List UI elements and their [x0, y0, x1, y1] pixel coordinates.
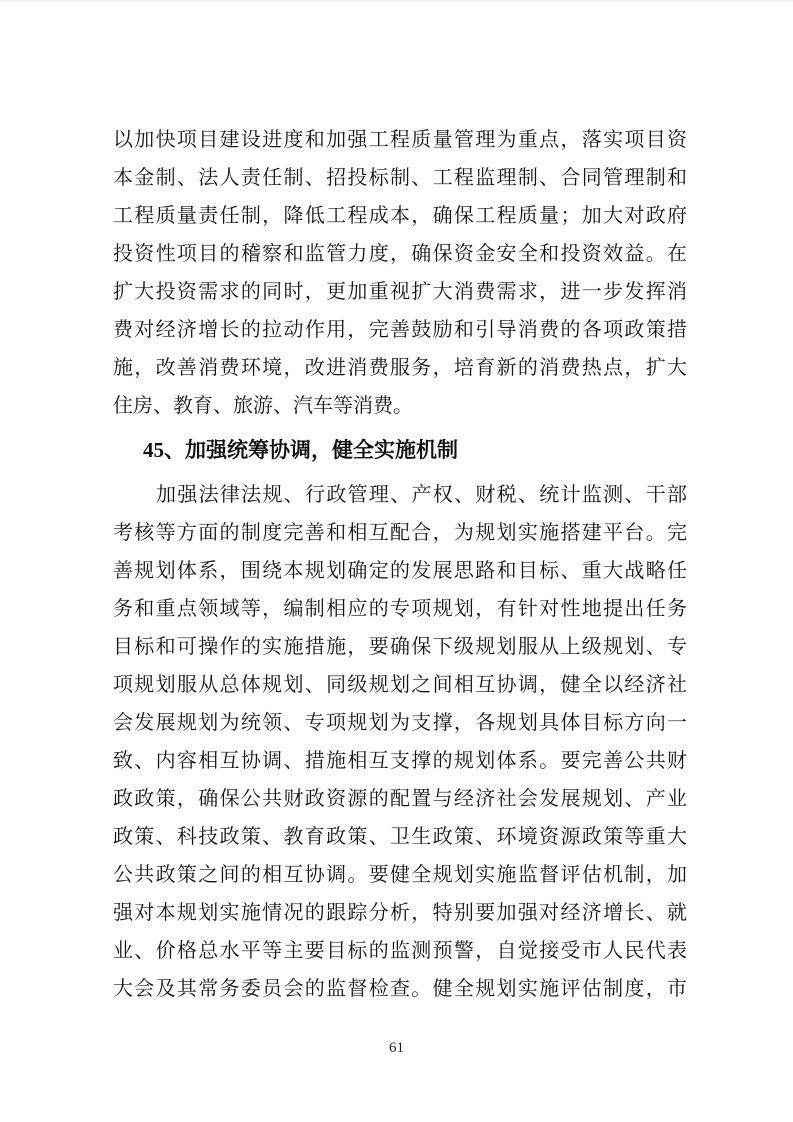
text-line: 大会及其常务委员会的监督检查。健全规划实施评估制度，市: [113, 978, 687, 1000]
text-line: 会发展规划为统领、专项规划为支撑，各规划具体目标方向一: [113, 712, 687, 734]
page-number: 61: [389, 1040, 404, 1056]
text-line: 目标和可操作的实施措施，要确保下级规划服从上级规划、专: [113, 636, 687, 658]
text-line: 考核等方面的制度完善和相互配合，为规划实施搭建平台。完: [113, 522, 687, 544]
text-line: 施，改善消费环境，改进消费服务，培育新的消费热点，扩大: [113, 357, 687, 379]
paragraph-coordination-mechanism: [113, 476, 687, 1008]
text-line: 项规划服从总体规划、同级规划之间相互协调，健全以经济社: [113, 674, 687, 696]
text-line: 工程质量责任制，降低工程成本，确保工程质量；加大对政府: [113, 205, 687, 227]
text-line: 善规划体系，围绕本规划确定的发展思路和目标、重大战略任: [113, 560, 687, 582]
text-line: 加强法律法规、行政管理、产权、财税、统计监测、干部: [156, 484, 687, 506]
text-line: 强对本规划实施情况的跟踪分析，特别要加强对经济增长、就: [113, 902, 687, 924]
text-line: 业、价格总水平等主要目标的监测预警，自觉接受市人民代表: [113, 940, 687, 962]
text-line: 致、内容相互协调、措施相互支撑的规划体系。要完善公共财: [113, 750, 687, 772]
text-line: 本金制、法人责任制、招投标制、工程监理制、合同管理制和: [113, 167, 687, 189]
text-line: 公共政策之间的相互协调。要健全规划实施监督评估机制，加: [113, 864, 687, 886]
text-line: 住房、教育、旅游、汽车等消费。: [113, 395, 413, 417]
paragraph-investment-consumption: [113, 121, 687, 425]
text-line: 务和重点领域等，编制相应的专项规划，有针对性地提出任务: [113, 598, 687, 620]
section-heading: 45、加强统筹协调，健全实施机制: [143, 438, 458, 462]
text-block: [113, 121, 687, 1008]
text-line: 政策、科技政策、教育政策、卫生政策、环境资源政策等重大: [113, 826, 687, 848]
text-line: 政政策，确保公共财政资源的配置与经济社会发展规划、产业: [113, 788, 687, 810]
text-line: 以加快项目建设进度和加强工程质量管理为重点，落实项目资: [113, 129, 687, 151]
text-line: 投资性项目的稽察和监管力度，确保资金安全和投资效益。在: [113, 243, 687, 265]
text-line: 扩大投资需求的同时，更加重视扩大消费需求，进一步发挥消: [113, 281, 687, 303]
text-line: 费对经济增长的拉动作用，完善鼓励和引导消费的各项政策措: [113, 319, 687, 341]
